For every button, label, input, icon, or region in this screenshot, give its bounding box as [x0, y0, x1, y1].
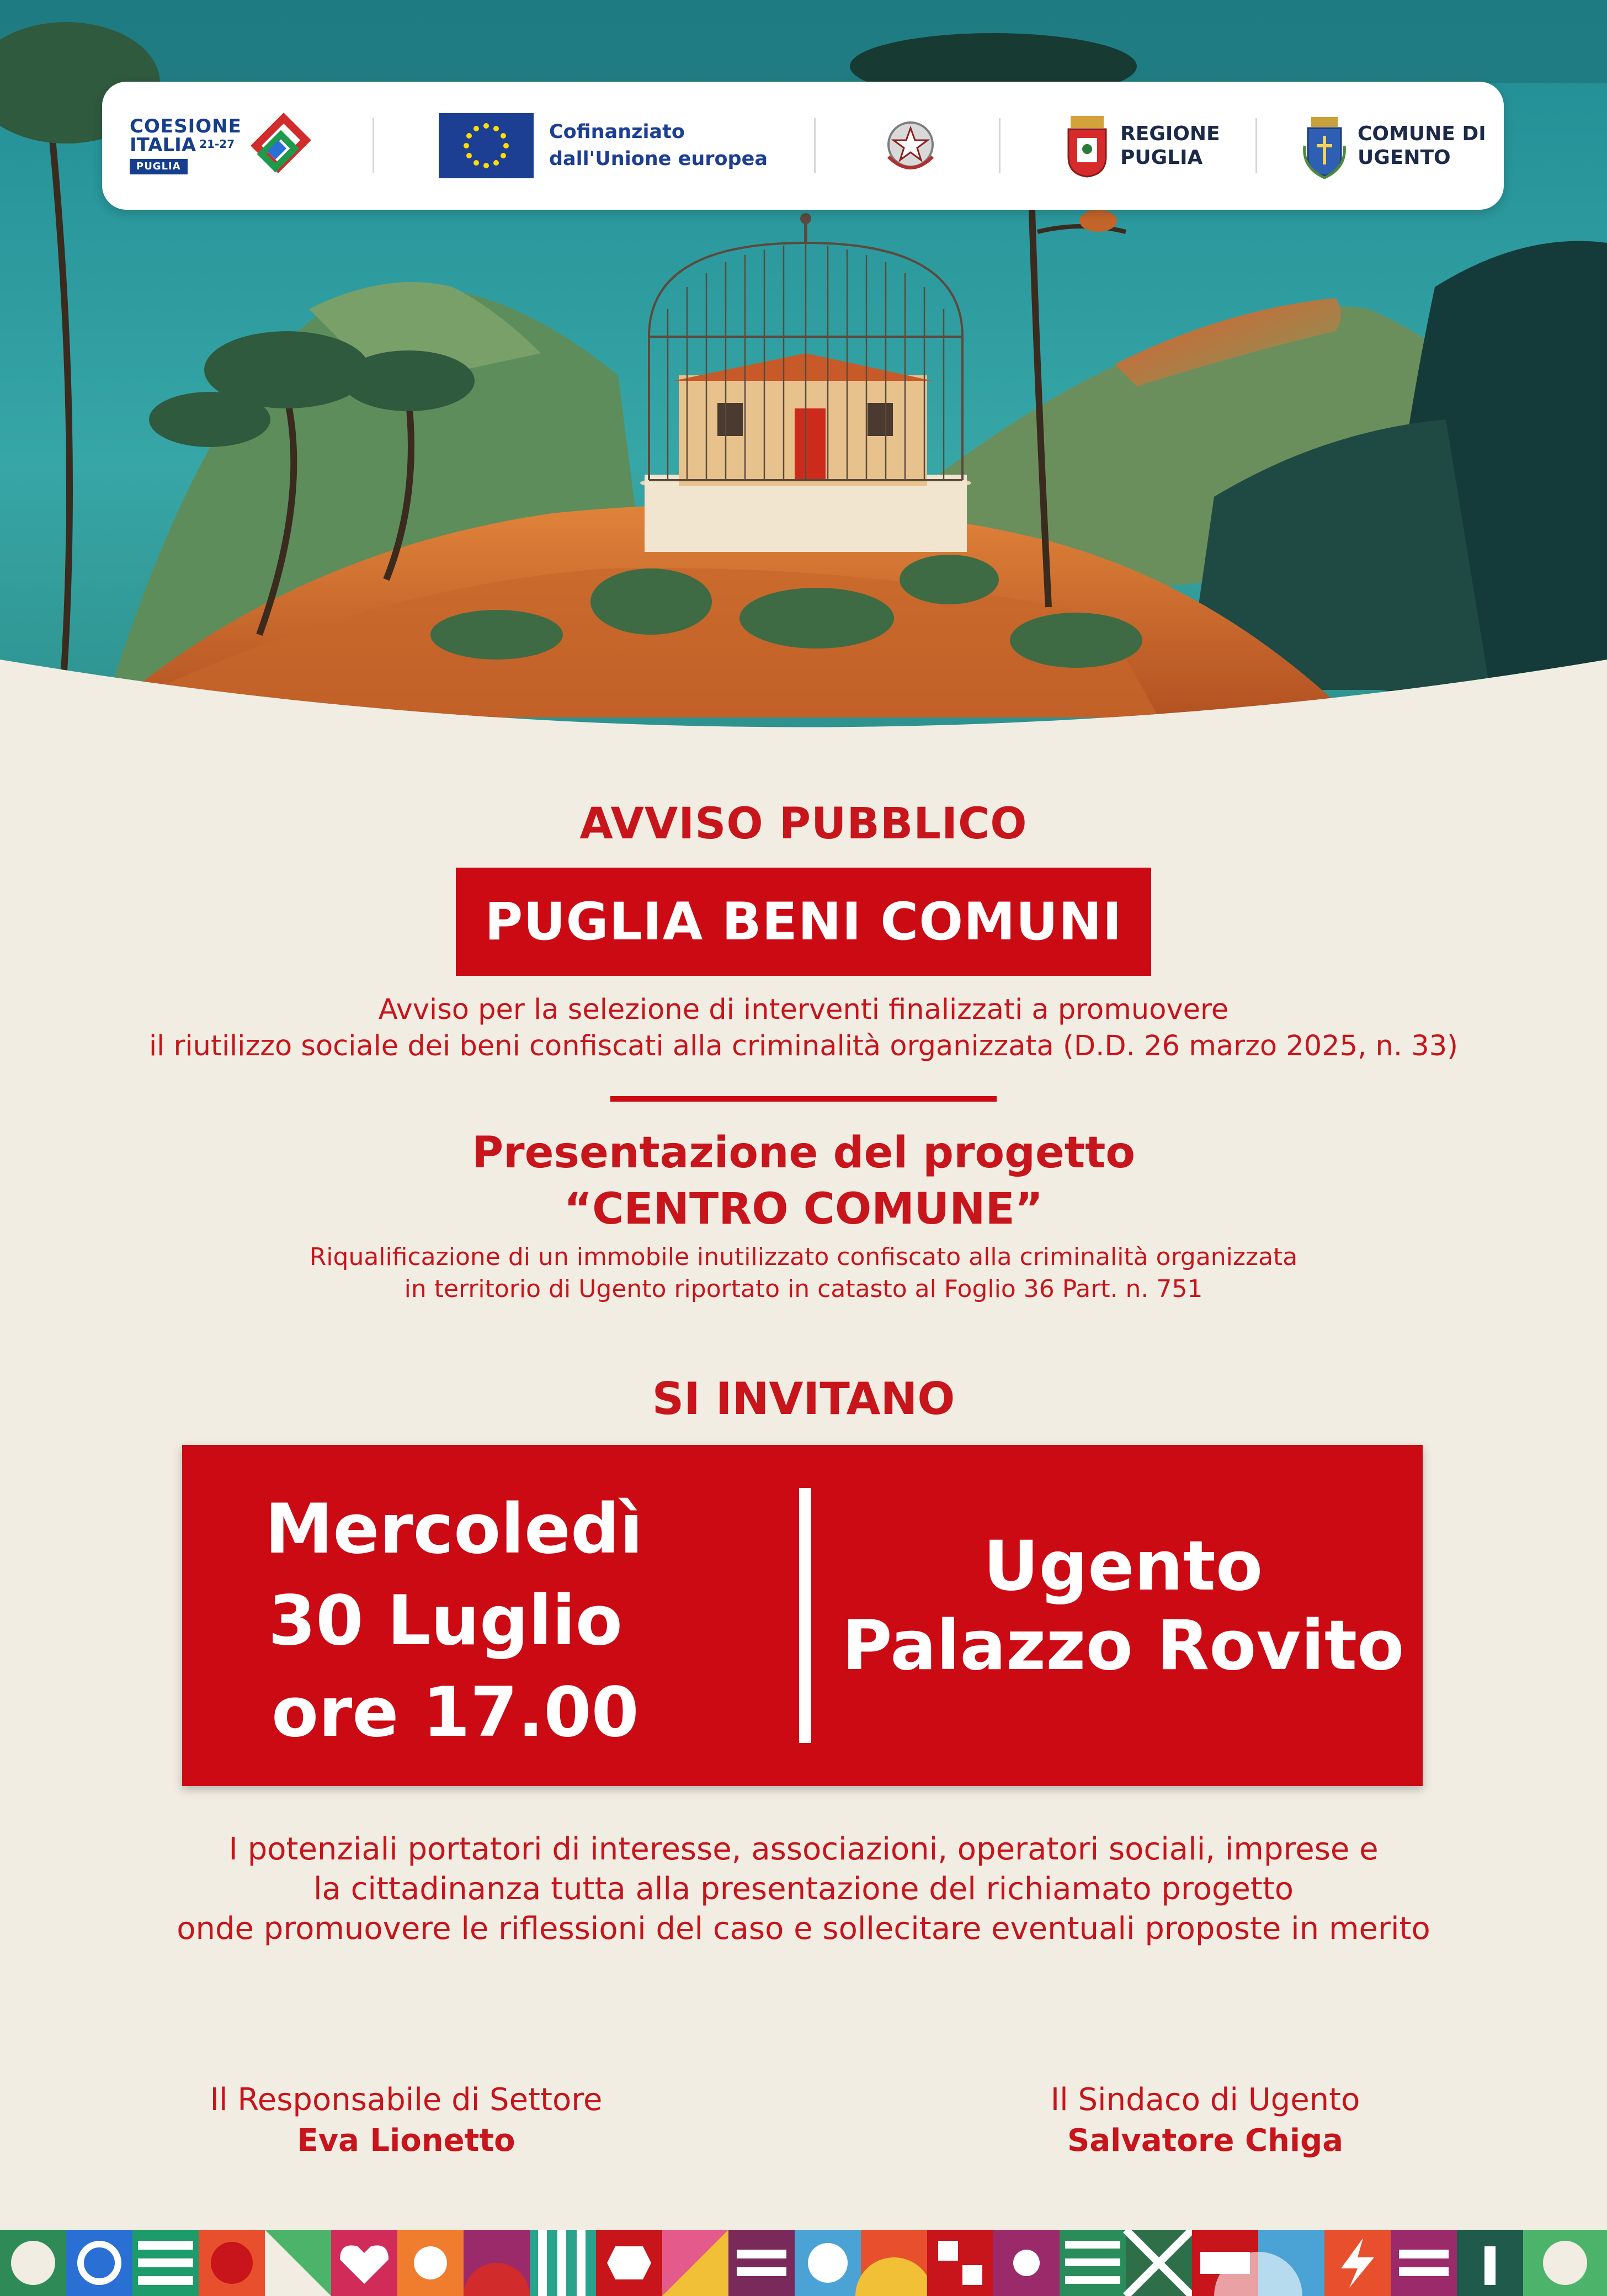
logo-divider: [1255, 118, 1257, 173]
signature-right-name: Salvatore Chiga: [1067, 2123, 1343, 2159]
regione-line1: REGIONE: [1120, 122, 1220, 145]
ugento-crest-icon: [1302, 113, 1347, 179]
event-time: ore 17.00: [272, 1673, 639, 1752]
section-divider: [610, 1096, 997, 1102]
event-date: 30 Luglio: [268, 1581, 622, 1661]
signature-left-role: Il Responsabile di Settore: [210, 2082, 603, 2118]
project-heading: Presentazione del progetto: [471, 1128, 1136, 1178]
coesione-logo: [130, 82, 311, 210]
coesione-logo-icon: [251, 113, 311, 179]
decorative-tile-strip: [0, 2230, 1607, 2296]
logo-divider: [999, 118, 1001, 173]
comune-line1: COMUNE DI: [1358, 122, 1486, 145]
eu-line1: Cofinanziato: [549, 121, 685, 143]
notice-title: PUGLIA BENI COMUNI: [456, 868, 1151, 976]
signature-left-name: Eva Lionetto: [297, 2123, 515, 2159]
comune-line2: UGENTO: [1358, 146, 1451, 169]
coesione-years: 21-27: [199, 137, 235, 151]
event-city: Ugento: [983, 1527, 1263, 1606]
eu-caption: [549, 119, 768, 173]
invite-text-line3: onde promuovere le riflessioni del caso e sollecitare eventuali proposte in merito: [177, 1911, 1430, 1947]
comune-ugento-logo: [1302, 82, 1486, 210]
event-day: Mercoledì: [265, 1490, 643, 1569]
regione-line2: PUGLIA: [1120, 146, 1203, 169]
project-description-line2: in territorio di Ugento riportato in catasto al Foglio 36 Part. n. 751: [404, 1275, 1203, 1303]
notice-label: AVVISO PUBBLICO: [579, 799, 1028, 849]
signature-right-role: Il Sindaco di Ugento: [1050, 2082, 1360, 2118]
event-venue: Palazzo Rovito: [842, 1606, 1404, 1686]
event-date-block: [265, 1484, 643, 1758]
regione-puglia-crest-icon: [1065, 113, 1109, 179]
eu-logo: [439, 82, 768, 210]
project-name: “CENTRO COMUNE”: [563, 1184, 1044, 1234]
event-divider: [799, 1488, 811, 1743]
project-description-line1: Riqualificazione di un immobile inutilizzato confiscato alla criminalità organizzata: [309, 1243, 1298, 1271]
italian-emblem-icon: [880, 113, 941, 179]
invite-text-line1: I potenziali portatori di interesse, associazioni, operatori sociali, imprese e: [228, 1831, 1379, 1867]
comune-caption: [1358, 122, 1486, 169]
coesione-tag: PUGLIA: [130, 159, 188, 174]
eu-flag-icon: [439, 113, 534, 178]
italian-emblem-logo: [880, 82, 941, 210]
eu-line2: dall'Unione europea: [549, 148, 768, 170]
coesione-line2: ITALIA: [130, 134, 196, 156]
notice-description-line1: Avviso per la selezione di interventi finalizzati a promuovere: [378, 993, 1229, 1026]
signature-left: [130, 2080, 682, 2161]
logo-bar: [102, 82, 1504, 210]
regione-puglia-logo: [1065, 82, 1220, 210]
logo-divider: [373, 118, 374, 173]
coesione-line1: COESIONE: [130, 115, 242, 137]
regione-caption: [1120, 122, 1220, 169]
signature-right: [929, 2080, 1481, 2161]
notice-description-line2: il riutilizzo sociale dei beni confiscati alla criminalità organizzata (D.D. 26 marzo 2025, n. 33): [148, 1030, 1459, 1062]
event-details-box: [182, 1445, 1423, 1786]
event-location-block: [822, 1527, 1424, 1686]
invite-text-line2: la cittadinanza tutta alla presentazione del richiamato progetto: [313, 1871, 1294, 1907]
coesione-wordmark: [130, 117, 242, 174]
pattern-tiles-icon: [0, 2230, 1607, 2296]
invite-heading: SI INVITANO: [652, 1373, 955, 1425]
logo-divider: [814, 118, 816, 173]
